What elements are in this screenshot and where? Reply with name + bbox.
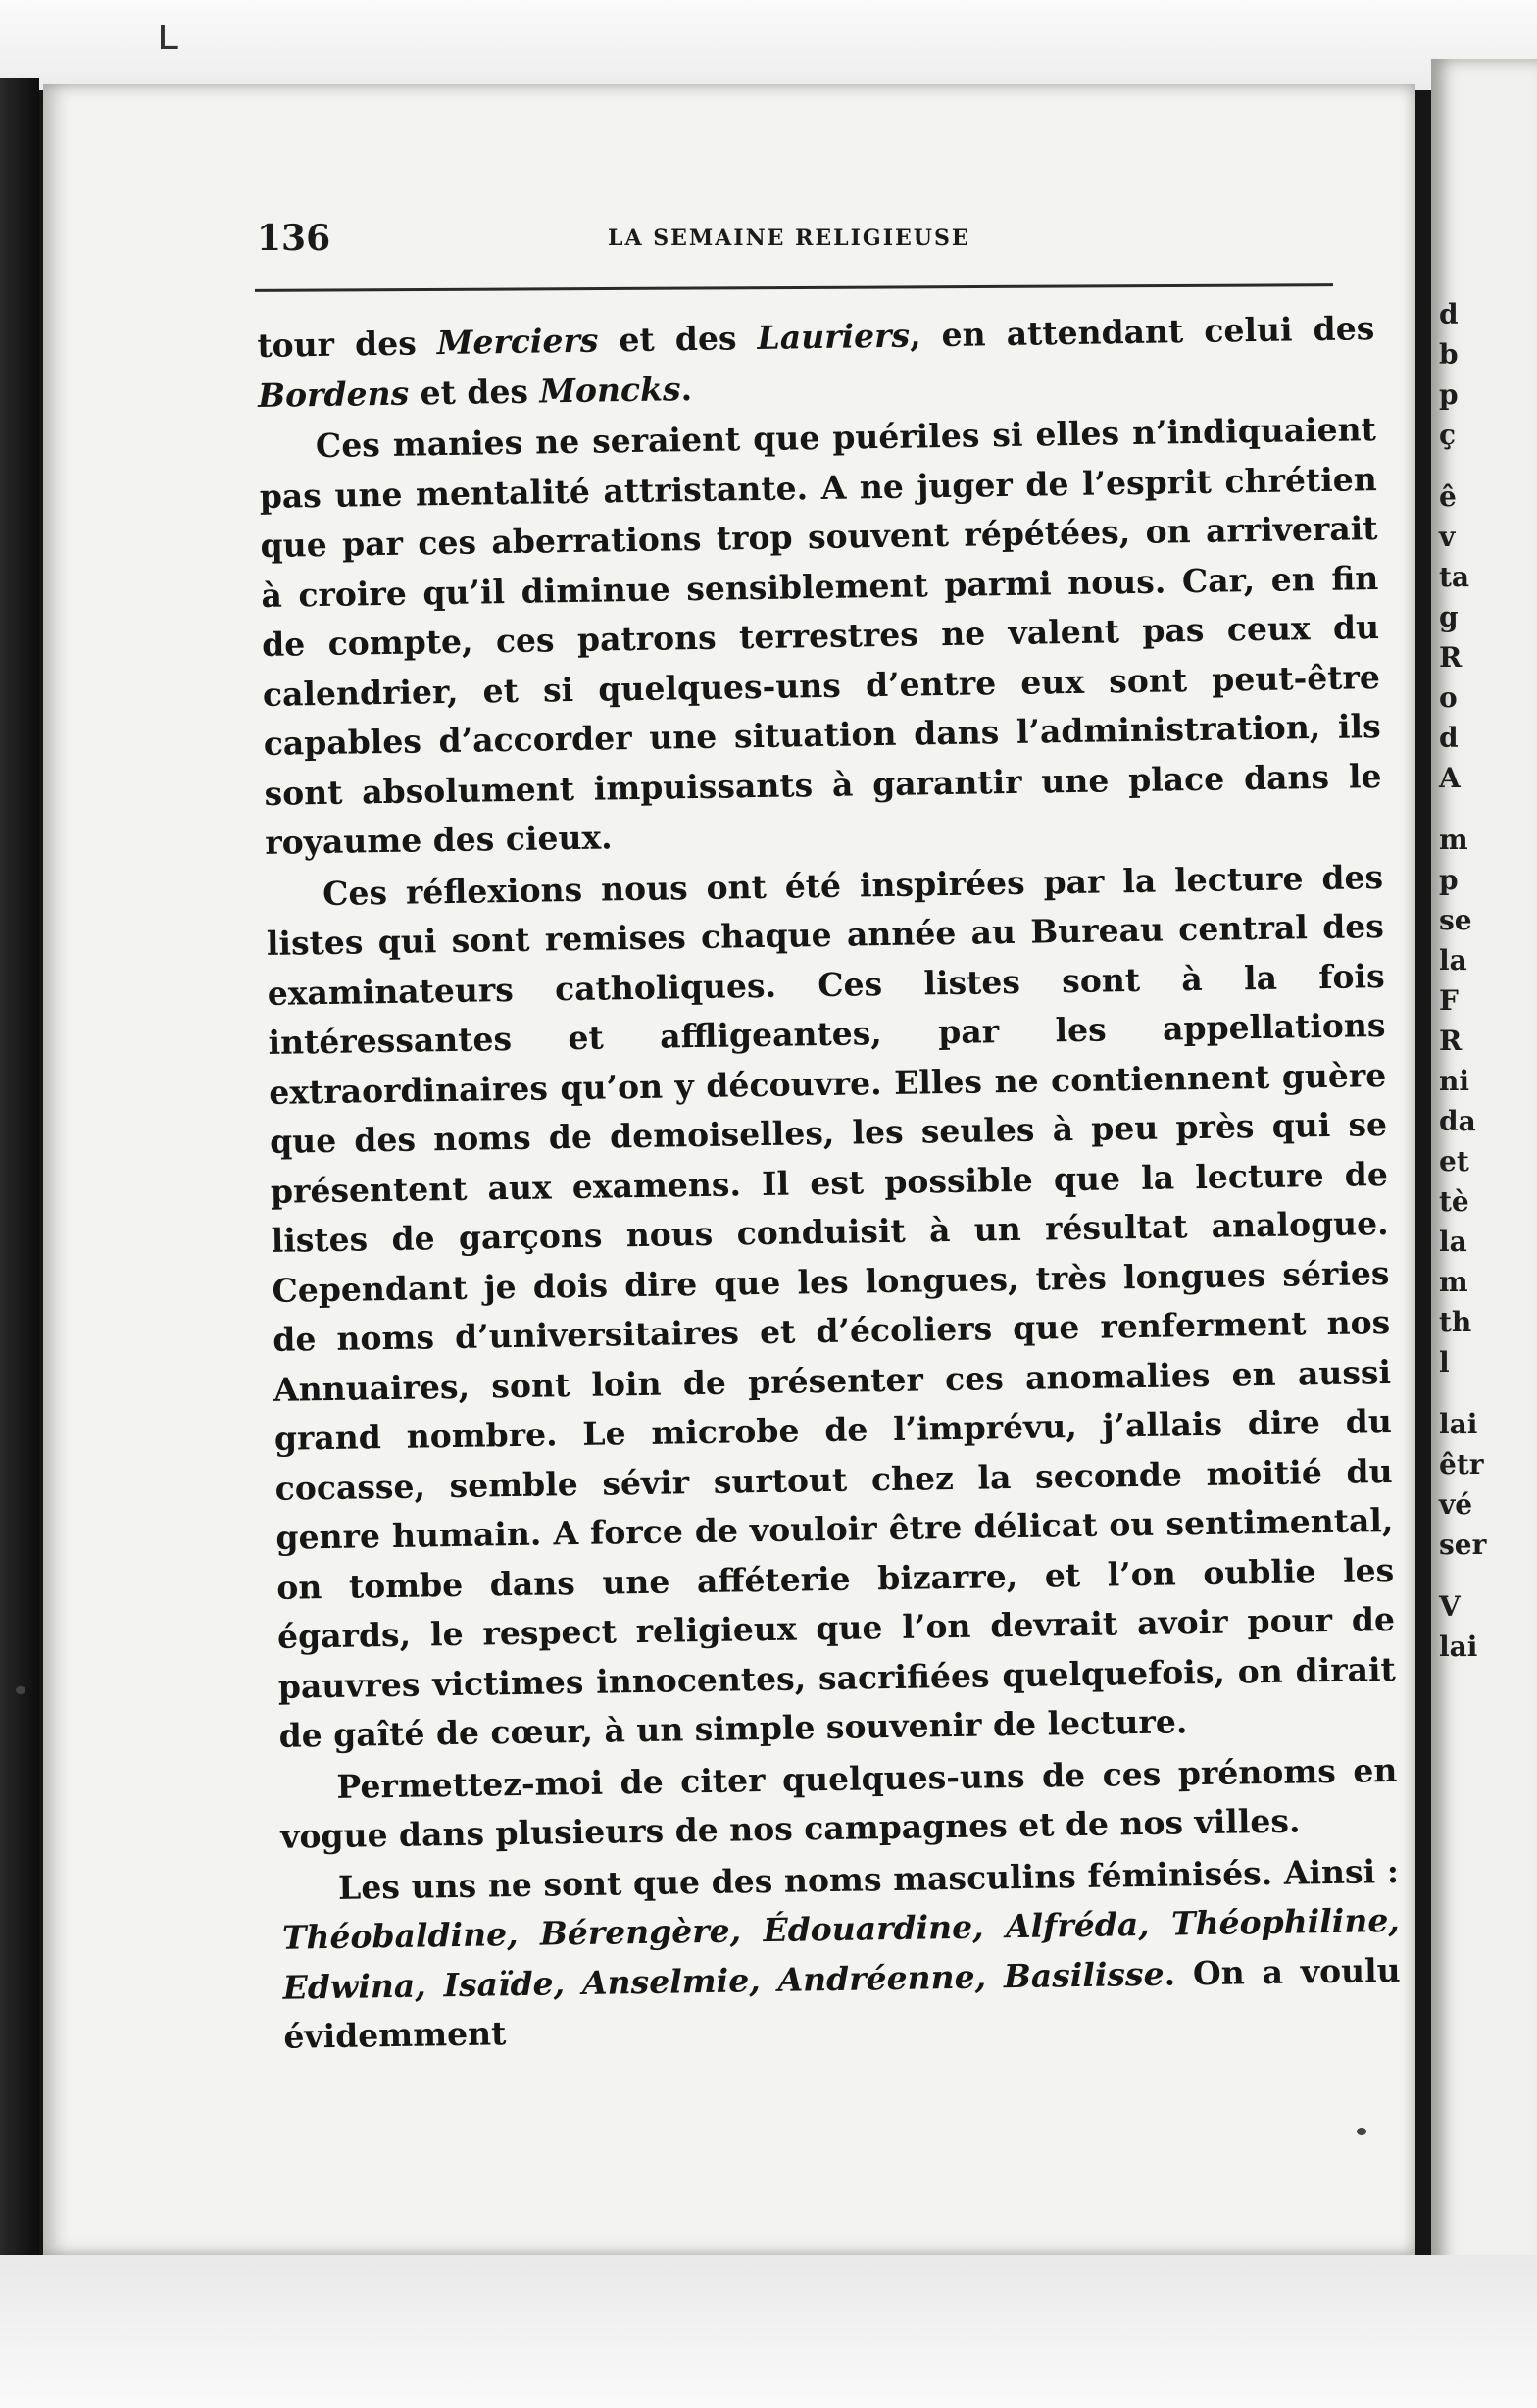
text-run: Les uns ne sont que des noms masculins féminisés. Ainsi : (337, 1851, 1400, 1907)
facing-page-fragment: d (1439, 298, 1459, 330)
scan-margin-top (0, 0, 1537, 90)
running-title: LA SEMAINE RELIGIEUSE (608, 226, 970, 251)
facing-page-fragment: et (1439, 1145, 1469, 1178)
facing-page-fragment: m (1439, 1266, 1468, 1298)
facing-page-fragments (1439, 294, 1537, 1667)
text-run: , en attendant celui des (909, 309, 1375, 355)
ink-speck (1357, 2128, 1366, 2135)
facing-page-fragment: p (1439, 864, 1459, 896)
facing-page-fragment: v (1439, 521, 1456, 553)
facing-page-fragment: o (1439, 681, 1458, 714)
paragraph (281, 1846, 1402, 2062)
text-run: et des (408, 371, 540, 413)
facing-page-fragment: th (1439, 1306, 1472, 1338)
paragraph (266, 853, 1397, 1762)
facing-page-fragment: lai (1439, 1630, 1478, 1663)
text-run: Permettez-moi de citer quelques-uns de ces prénoms en vogue dans plusieurs de nos campagnes et de nos villes. (279, 1750, 1398, 1856)
text-run: Ces manies ne seraient que puériles si elles n’indiquaient pas une mentalité attristante. A ne juger de l’esprit chrétien que par ces aberrations trop souvent répétées, on arriverait à croire qu’il diminue sensiblement parmi nous. Car, en fin de compte, ces patrons terrestres ne valent pas ceux du calendrier, et si quelques-uns d’entre eux sont peut-être capables d’accorder une situation dans l’administration, ils sont absolument impuissants à garantir une place dans le royaume des cieux. (259, 410, 1382, 862)
ink-speck (16, 1686, 25, 1694)
italic-run: Moncks (539, 369, 681, 410)
text-run: tour des (257, 324, 438, 365)
italic-run: Bordens (257, 374, 410, 415)
facing-page-fragment: vé (1439, 1488, 1473, 1521)
facing-page-fragment: b (1439, 338, 1459, 371)
paragraph (257, 304, 1375, 421)
facing-page (1431, 59, 1537, 2284)
facing-page-fragment: ê (1439, 480, 1457, 513)
italic-run: Lauriers (757, 316, 911, 357)
text-run: et des (598, 318, 758, 360)
facing-page-fragment: V (1439, 1590, 1461, 1623)
facing-page-fragment: ni (1439, 1065, 1469, 1097)
facing-page-fragment: R (1439, 1025, 1463, 1057)
facing-page-fragment: se (1439, 904, 1472, 936)
facing-page-fragment: m (1439, 824, 1468, 856)
facing-page-fragment: ser (1439, 1529, 1487, 1561)
facing-page-fragment: l (1439, 1346, 1450, 1379)
scan-margin-bottom (0, 2255, 1537, 2408)
facing-page-fragment: êtr (1439, 1448, 1484, 1480)
italic-run: Merciers (436, 321, 599, 363)
text-run: . On a voulu évidemment (283, 1950, 1401, 2056)
book-edge-left (0, 78, 39, 2265)
facing-page-fragment: ç (1439, 419, 1457, 451)
facing-page-fragment: ta (1439, 561, 1470, 593)
text-run: Ces réflexions nous ont été inspirées par la lecture des listes qui sont remises chaque année au Bureau central des examinateurs catholiques. Ces listes sont à la fois intéressantes et affligeantes, par les appellations extraordinaires qu’on y découvre. Elles ne contiennent guère que des noms de demoiselles, les seules à peu près qui se présentent aux examens. Il est possible que la lecture de listes de garçons nous conduisit à un résultat analogue. Cependant je dois dire que les longues, très longues séries de noms d’universitaires et d’écoliers que renferment nos Annuaires, sont loin de présenter ces anomalies en aussi grand nombre. Le microbe de l’imprévu, j’allais dire du cocasse, semble sévir surtout chez la seconde moitié du genre humain. A force de vouloir être délicat ou sentimental, on tombe dans une afféterie bizarre, et l’on oublie les égards, le respect religieux que l’on devrait avoir pour de pauvres victimes innocentes, sacrifiées quelquefois, on dirait de gaîté de cœur, à un simple souvenir de lecture. (266, 857, 1397, 1755)
facing-page-fragment: F (1439, 984, 1459, 1017)
facing-page-fragment: p (1439, 378, 1459, 411)
paragraph (279, 1745, 1398, 1862)
corner-mark: ʟ (157, 10, 179, 60)
page-number: 136 (257, 218, 331, 259)
facing-page-fragment: d (1439, 722, 1459, 754)
facing-page-fragment: R (1439, 641, 1463, 674)
facing-page-fragment: lai (1439, 1408, 1478, 1440)
italic-run: Théobaldine, Bérengère, Édouardine, Alfréda, Théophiline, Edwina, Isaïde, Anselmie, Andréenne, Basilisse (281, 1900, 1401, 2007)
facing-page-fragment: da (1439, 1105, 1476, 1137)
facing-page-fragment: A (1439, 762, 1461, 794)
facing-page-fragment: la (1439, 1226, 1467, 1258)
facing-page-fragment: la (1439, 944, 1467, 977)
text-run: . (680, 369, 693, 408)
facing-page-fragment: tè (1439, 1185, 1469, 1218)
paragraph (259, 405, 1383, 868)
page-header (257, 218, 1335, 267)
facing-page-fragment: g (1439, 601, 1459, 633)
page-body (257, 304, 1402, 2064)
